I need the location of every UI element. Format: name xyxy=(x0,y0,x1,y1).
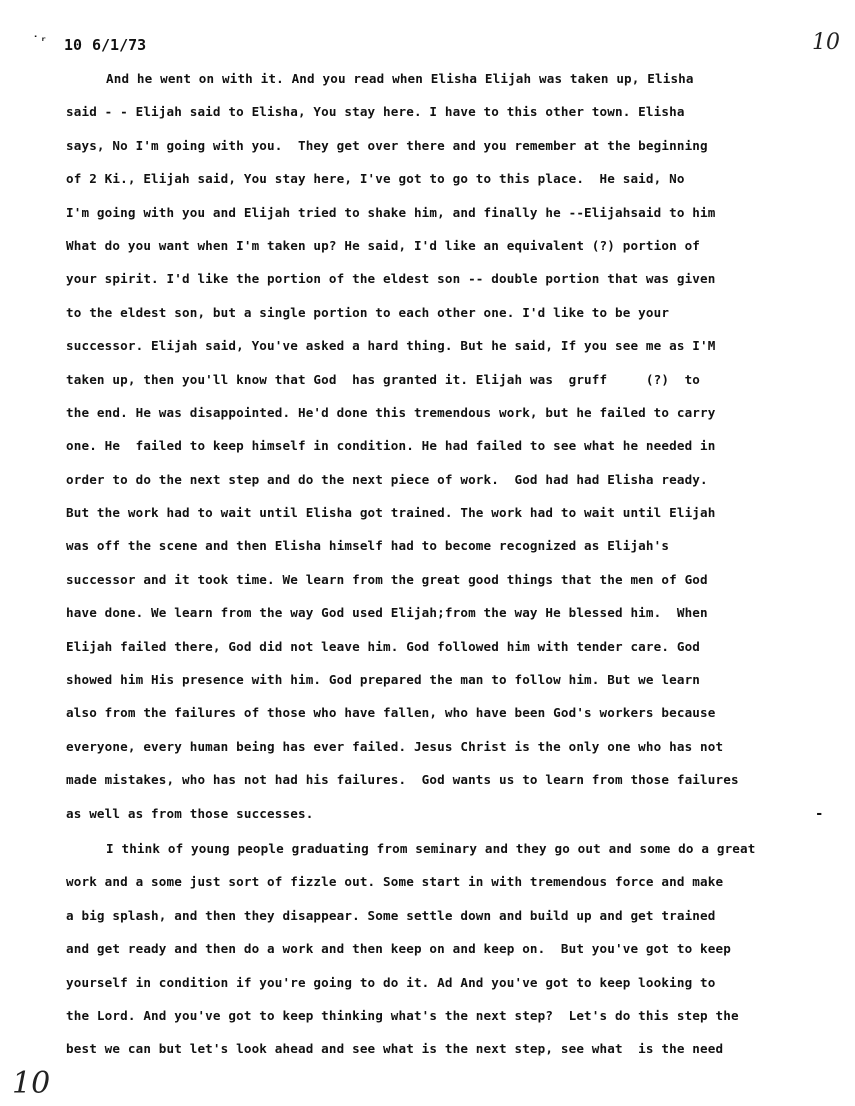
text-line: as well as from those successes. xyxy=(66,805,314,821)
text-line: best we can but let's look ahead and see what is the next step, see what is the need xyxy=(66,1041,724,1057)
text-line: said - - Elijah said to Elisha, You stay here. I have to this other town. Elisha xyxy=(66,104,685,120)
text-line: and get ready and then do a work and then keep on and keep on. But you've got to keep xyxy=(66,941,731,957)
text-line: successor and it took time. We learn from the great good things that the men of God xyxy=(66,571,708,587)
margin-mark: - xyxy=(815,806,824,822)
text-line: order to do the next step and do the next piece of work. God had had Elisha ready. xyxy=(66,471,708,487)
text-line: a big splash, and then they disappear. Some settle down and build up and get trained xyxy=(66,907,716,923)
text-line: to the eldest son, but a single portion to each other one. I'd like to be your xyxy=(66,304,670,320)
text-line: What do you want when I'm taken up? He said, I'd like an equivalent (?) portion of xyxy=(66,237,701,253)
text-line: But the work had to wait until Elisha got trained. The work had to wait until Elijah xyxy=(66,505,716,521)
text-line: made mistakes, who has not had his failures. God wants us to learn from those failures xyxy=(66,772,739,788)
text-line: taken up, then you'll know that God has granted it. Elijah was gruff (?) to xyxy=(66,371,701,387)
text-line: says, No I'm going with you. They get over there and you remember at the beginning xyxy=(66,137,708,153)
transcript-body xyxy=(66,68,826,1072)
handwritten-page-number-top: 10 xyxy=(812,30,840,55)
text-line: your spirit. I'd like the portion of the eldest son -- double portion that was given xyxy=(66,271,716,287)
text-line: also from the failures of those who have fallen, who have been God's workers because xyxy=(66,705,716,721)
text-line: work and a some just sort of fizzle out. Some start in with tremendous force and make xyxy=(66,874,724,890)
text-line: the Lord. And you've got to keep thinking what's the next step? Let's do this step the xyxy=(66,1007,739,1023)
page-date: 6/1/73 xyxy=(92,36,147,54)
text-line: have done. We learn from the way God used Elijah;from the way He blessed him. When xyxy=(66,605,708,621)
text-line: Elijah failed there, God did not leave him. God followed him with tender care. God xyxy=(66,638,701,654)
text-line: was off the scene and then Elisha himself had to become recognized as Elijah's xyxy=(66,538,670,554)
text-line: showed him His presence with him. God prepared the man to follow him. But we learn xyxy=(66,672,701,688)
text-line: I'm going with you and Elijah tried to shake him, and finally he --Elijahsaid to him xyxy=(66,204,716,220)
text-line: the end. He was disappointed. He'd done this tremendous work, but he failed to carry xyxy=(66,404,716,420)
text-line: successor. Elijah said, You've asked a hard thing. But he said, If you see me as I'M xyxy=(66,338,716,354)
typed-page-number: 10 xyxy=(64,36,83,54)
text-line: I think of young people graduating from seminary and they go out and some do a great xyxy=(106,840,756,856)
stray-marks: ˙ʳ xyxy=(32,34,49,48)
handwritten-page-number-bottom: 10 xyxy=(12,1066,51,1101)
text-line: one. He failed to keep himself in condition. He had failed to see what he needed in xyxy=(66,438,716,454)
text-line: everyone, every human being has ever failed. Jesus Christ is the only one who has not xyxy=(66,738,724,754)
text-line: of 2 Ki., Elijah said, You stay here, I've got to go to this place. He said, No xyxy=(66,171,685,187)
text-line: yourself in condition if you're going to do it. Ad And you've got to keep looking to xyxy=(66,974,716,990)
text-line: And he went on with it. And you read when Elisha Elijah was taken up, Elisha xyxy=(106,71,694,86)
